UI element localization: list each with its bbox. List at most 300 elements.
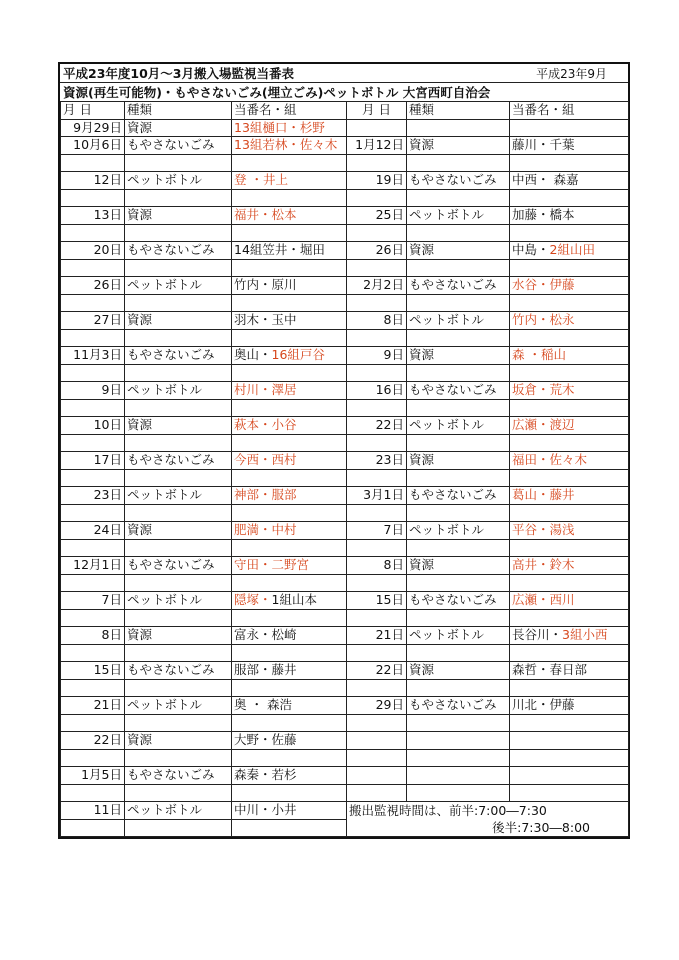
right-date: 21日 (347, 627, 407, 645)
spacer-cell (61, 539, 125, 557)
right-date (347, 767, 407, 785)
title-row (60, 64, 628, 82)
roster-row (61, 172, 629, 190)
right-date: 22日 (347, 662, 407, 680)
roster-row (61, 277, 629, 295)
spacer-row (61, 644, 629, 662)
spacer-cell (407, 784, 510, 802)
left-date: 13日 (61, 207, 125, 225)
spacer-cell (347, 609, 407, 627)
left-type: もやさないごみ (125, 557, 232, 575)
left-type: 資源 (125, 732, 232, 750)
right-date (347, 732, 407, 750)
spacer-cell (347, 784, 407, 802)
spacer-cell (125, 434, 232, 452)
left-duty-part-a: 奥山・ (234, 347, 272, 363)
left-duty: 守田・二野宮 (232, 557, 347, 575)
schedule-note-line1: 搬出監視時間は、前半:7:00―7:30 (347, 802, 629, 820)
left-date: 12日 (61, 172, 125, 190)
right-duty-part-a: 長谷川・ (512, 627, 563, 643)
spacer-cell (125, 714, 232, 732)
roster-row (61, 382, 629, 400)
left-date: 1月5日 (61, 767, 125, 785)
spacer-row (61, 469, 629, 487)
spacer-cell (232, 224, 347, 242)
right-duty (510, 119, 629, 137)
left-date: 12月1日 (61, 557, 125, 575)
right-date: 19日 (347, 172, 407, 190)
spacer-cell (347, 679, 407, 697)
left-date: 11月3日 (61, 347, 125, 365)
spacer-row (61, 504, 629, 522)
right-duty: 藤川・千葉 (510, 137, 629, 155)
spacer-cell (61, 714, 125, 732)
spacer-cell (510, 364, 629, 382)
spacer-cell (407, 259, 510, 277)
spacer-cell (232, 679, 347, 697)
spacer-row (61, 154, 629, 172)
spacer-cell (347, 224, 407, 242)
left-type: もやさないごみ (125, 452, 232, 470)
spacer-cell (407, 504, 510, 522)
right-date: 23日 (347, 452, 407, 470)
left-type: ペットボトル (125, 697, 232, 715)
spacer-cell (510, 294, 629, 312)
spacer-cell (510, 224, 629, 242)
left-duty (232, 347, 347, 365)
col-duty-right: 当番名・組 (510, 102, 629, 120)
spacer-cell (232, 399, 347, 417)
left-type: ペットボトル (125, 277, 232, 295)
spacer-cell (125, 539, 232, 557)
left-date: 23日 (61, 487, 125, 505)
left-date: 17日 (61, 452, 125, 470)
spacer-cell (61, 259, 125, 277)
left-duty: 13組樋口・杉野 (232, 119, 347, 137)
right-type: 資源 (407, 557, 510, 575)
left-duty (232, 592, 347, 610)
spacer-cell (407, 469, 510, 487)
spacer-cell (61, 294, 125, 312)
spacer-row (61, 574, 629, 592)
left-date: 27日 (61, 312, 125, 330)
right-date (347, 119, 407, 137)
right-duty-part-a: 中島・ (512, 242, 550, 258)
spacer-cell (407, 294, 510, 312)
left-type: もやさないごみ (125, 242, 232, 260)
left-date: 22日 (61, 732, 125, 750)
right-type: ペットボトル (407, 207, 510, 225)
left-date: 9月29日 (61, 119, 125, 137)
spacer-row (61, 434, 629, 452)
spacer-cell (347, 399, 407, 417)
spacer-cell (407, 364, 510, 382)
spacer-cell (125, 504, 232, 522)
spacer-cell (232, 364, 347, 382)
right-type: もやさないごみ (407, 487, 510, 505)
col-date-right: 月 日 (347, 102, 407, 120)
right-date: 3月1日 (347, 487, 407, 505)
spacer-cell (125, 224, 232, 242)
spacer-cell (125, 154, 232, 172)
right-date: 8日 (347, 312, 407, 330)
roster-title: 平成23年度10月～3月搬入場監視当番表 (63, 66, 294, 81)
spacer-row (61, 364, 629, 382)
spacer-cell (347, 574, 407, 592)
spacer-cell (125, 259, 232, 277)
spacer-cell (232, 154, 347, 172)
right-date: 15日 (347, 592, 407, 610)
spacer-cell (232, 609, 347, 627)
spacer-cell (232, 259, 347, 277)
left-date: 10日 (61, 417, 125, 435)
spacer-cell (510, 434, 629, 452)
spacer-cell (407, 224, 510, 242)
right-type: もやさないごみ (407, 697, 510, 715)
spacer-cell (510, 749, 629, 767)
right-date: 9日 (347, 347, 407, 365)
right-type: 資源 (407, 137, 510, 155)
roster-row (61, 312, 629, 330)
left-duty: 大野・佐藤 (232, 732, 347, 750)
spacer-cell (347, 749, 407, 767)
spacer-cell (232, 469, 347, 487)
spacer-row (61, 329, 629, 347)
spacer-cell (347, 329, 407, 347)
roster-row (61, 119, 629, 137)
left-duty: 奥 ・ 森浩 (232, 697, 347, 715)
right-duty (510, 732, 629, 750)
left-duty: 今西・西村 (232, 452, 347, 470)
spacer-cell (61, 329, 125, 347)
subtitle-row (60, 82, 628, 101)
col-date-left: 月 日 (61, 102, 125, 120)
spacer-cell (125, 784, 232, 802)
left-date: 10月6日 (61, 137, 125, 155)
left-date: 24日 (61, 522, 125, 540)
left-type: ペットボトル (125, 487, 232, 505)
spacer-cell (510, 399, 629, 417)
left-duty: 富永・松崎 (232, 627, 347, 645)
right-duty: 川北・伊藤 (510, 697, 629, 715)
spacer-cell (347, 189, 407, 207)
spacer-cell (232, 294, 347, 312)
spacer-cell (407, 749, 510, 767)
spacer-cell (347, 154, 407, 172)
left-duty-part-b: 16組戸谷 (271, 347, 325, 363)
right-type: もやさないごみ (407, 382, 510, 400)
left-date: 21日 (61, 697, 125, 715)
spacer-cell (347, 504, 407, 522)
left-duty: 14組笠井・堀田 (232, 242, 347, 260)
spacer-cell (61, 189, 125, 207)
spacer-cell (125, 609, 232, 627)
left-duty: 森秦・若杉 (232, 767, 347, 785)
right-type: ペットボトル (407, 522, 510, 540)
right-type: 資源 (407, 242, 510, 260)
right-date: 16日 (347, 382, 407, 400)
right-duty: 広瀬・渡辺 (510, 417, 629, 435)
spacer-cell (61, 644, 125, 662)
spacer-cell (407, 714, 510, 732)
spacer-cell (61, 224, 125, 242)
right-date: 29日 (347, 697, 407, 715)
spacer-cell (510, 259, 629, 277)
spacer-cell (232, 434, 347, 452)
spacer-cell (125, 819, 232, 837)
right-duty: 平谷・湯浅 (510, 522, 629, 540)
right-duty (510, 767, 629, 785)
schedule-note-line2: 後半:7:30―8:00 (347, 819, 629, 837)
spacer-cell (232, 819, 347, 837)
right-type: 資源 (407, 662, 510, 680)
spacer-cell (407, 399, 510, 417)
spacer-cell (510, 539, 629, 557)
right-type (407, 119, 510, 137)
spacer-row (61, 714, 629, 732)
right-duty: 森哲・春日部 (510, 662, 629, 680)
right-type: ペットボトル (407, 312, 510, 330)
spacer-cell (125, 644, 232, 662)
right-duty-part-b: 3組小西 (562, 627, 608, 643)
spacer-cell (407, 574, 510, 592)
spacer-row (61, 749, 629, 767)
spacer-cell (347, 644, 407, 662)
left-date: 8日 (61, 627, 125, 645)
issue-date: 平成23年9月 (536, 66, 607, 81)
spacer-cell (232, 644, 347, 662)
spacer-cell (125, 469, 232, 487)
spacer-cell (125, 294, 232, 312)
left-type: ペットボトル (125, 382, 232, 400)
right-duty: 森 ・稲山 (510, 347, 629, 365)
spacer-row (61, 224, 629, 242)
spacer-cell (61, 819, 125, 837)
column-header-row (61, 102, 629, 120)
spacer-cell (61, 469, 125, 487)
roster-row (61, 592, 629, 610)
spacer-cell (232, 504, 347, 522)
spacer-cell (510, 644, 629, 662)
right-duty: 坂倉・荒木 (510, 382, 629, 400)
right-duty: 福田・佐々木 (510, 452, 629, 470)
spacer-cell (510, 609, 629, 627)
spacer-cell (510, 329, 629, 347)
roster-row (61, 627, 629, 645)
spacer-row (61, 609, 629, 627)
left-type: もやさないごみ (125, 767, 232, 785)
right-type: もやさないごみ (407, 592, 510, 610)
right-duty: 加藤・橋本 (510, 207, 629, 225)
roster-row (61, 557, 629, 575)
left-duty-part-b: 1組山本 (271, 592, 317, 608)
spacer-row (61, 399, 629, 417)
spacer-cell (347, 714, 407, 732)
roster-row (61, 697, 629, 715)
spacer-cell (232, 539, 347, 557)
right-date: 26日 (347, 242, 407, 260)
spacer-cell (61, 364, 125, 382)
roster-row (61, 522, 629, 540)
spacer-cell (407, 189, 510, 207)
spacer-cell (347, 259, 407, 277)
spacer-cell (232, 574, 347, 592)
left-duty: 萩本・小谷 (232, 417, 347, 435)
spacer-cell (510, 784, 629, 802)
spacer-cell (125, 189, 232, 207)
right-duty: 葛山・藤井 (510, 487, 629, 505)
right-type: ペットボトル (407, 417, 510, 435)
left-type: もやさないごみ (125, 662, 232, 680)
right-duty (510, 242, 629, 260)
left-type: 資源 (125, 522, 232, 540)
spacer-cell (407, 609, 510, 627)
left-type: 資源 (125, 417, 232, 435)
right-duty: 広瀬・西川 (510, 592, 629, 610)
left-duty: 服部・藤井 (232, 662, 347, 680)
roster-table (60, 101, 629, 837)
spacer-row (61, 259, 629, 277)
left-type: 資源 (125, 627, 232, 645)
right-type: もやさないごみ (407, 277, 510, 295)
left-date: 20日 (61, 242, 125, 260)
roster-row (61, 662, 629, 680)
roster-row (61, 452, 629, 470)
right-date: 2月2日 (347, 277, 407, 295)
spacer-cell (61, 504, 125, 522)
spacer-cell (347, 364, 407, 382)
right-type (407, 767, 510, 785)
spacer-cell (510, 679, 629, 697)
spacer-cell (347, 294, 407, 312)
right-duty: 中西・ 森嘉 (510, 172, 629, 190)
spacer-cell (61, 784, 125, 802)
left-type: 資源 (125, 312, 232, 330)
spacer-cell (232, 329, 347, 347)
spacer-cell (347, 469, 407, 487)
left-type: もやさないごみ (125, 137, 232, 155)
right-date: 8日 (347, 557, 407, 575)
left-type: 資源 (125, 207, 232, 225)
spacer-cell (125, 329, 232, 347)
spacer-cell (407, 154, 510, 172)
right-date: 22日 (347, 417, 407, 435)
spacer-cell (407, 329, 510, 347)
spacer-cell (347, 434, 407, 452)
spacer-cell (232, 189, 347, 207)
left-duty: 登 ・井上 (232, 172, 347, 190)
left-duty: 13組若林・佐々木 (232, 137, 347, 155)
spacer-cell (125, 399, 232, 417)
left-duty: 村川・澤居 (232, 382, 347, 400)
right-type (407, 732, 510, 750)
right-date: 7日 (347, 522, 407, 540)
spacer-cell (61, 574, 125, 592)
col-duty-left: 当番名・組 (232, 102, 347, 120)
spacer-cell (232, 714, 347, 732)
spacer-cell (61, 679, 125, 697)
left-duty: 中川・小井 (232, 802, 347, 820)
spacer-row (61, 294, 629, 312)
roster-row (61, 487, 629, 505)
right-duty: 竹内・松永 (510, 312, 629, 330)
left-date: 9日 (61, 382, 125, 400)
left-type: ペットボトル (125, 172, 232, 190)
left-duty: 神部・服部 (232, 487, 347, 505)
spacer-cell (510, 714, 629, 732)
spacer-cell (347, 539, 407, 557)
right-duty (510, 627, 629, 645)
right-duty: 水谷・伊藤 (510, 277, 629, 295)
spacer-cell (61, 434, 125, 452)
right-type: もやさないごみ (407, 172, 510, 190)
left-duty-part-a: 隠塚・ (234, 592, 272, 608)
roster-row (61, 137, 629, 155)
right-type: 資源 (407, 452, 510, 470)
spacer-cell (407, 539, 510, 557)
spacer-row (61, 679, 629, 697)
left-duty: 肥満・中村 (232, 522, 347, 540)
spacer-cell (510, 189, 629, 207)
left-date: 26日 (61, 277, 125, 295)
spacer-cell (125, 364, 232, 382)
spacer-cell (510, 504, 629, 522)
left-duty: 福井・松本 (232, 207, 347, 225)
right-duty-part-b: 2組山田 (549, 242, 595, 258)
spacer-cell (61, 154, 125, 172)
roster-row (61, 207, 629, 225)
spacer-cell (125, 574, 232, 592)
spacer-cell (61, 399, 125, 417)
spacer-row (61, 819, 629, 837)
spacer-row (61, 189, 629, 207)
roster-row (61, 417, 629, 435)
col-type-right: 種類 (407, 102, 510, 120)
spacer-cell (407, 644, 510, 662)
right-type: 資源 (407, 347, 510, 365)
duty-roster-sheet (58, 62, 630, 839)
spacer-cell (510, 154, 629, 172)
spacer-cell (125, 749, 232, 767)
left-duty: 竹内・原川 (232, 277, 347, 295)
roster-subtitle: 資源(再生可能物)・もやさないごみ(埋立ごみ)ペットボトル 大宮西町自治会 (63, 85, 491, 100)
spacer-cell (510, 574, 629, 592)
left-date: 7日 (61, 592, 125, 610)
right-date: 25日 (347, 207, 407, 225)
roster-row (61, 767, 629, 785)
right-type: ペットボトル (407, 627, 510, 645)
left-date: 11日 (61, 802, 125, 820)
spacer-cell (125, 679, 232, 697)
spacer-cell (232, 749, 347, 767)
roster-row (61, 802, 629, 820)
spacer-cell (61, 609, 125, 627)
left-type: もやさないごみ (125, 347, 232, 365)
right-date: 1月12日 (347, 137, 407, 155)
left-duty: 羽木・玉中 (232, 312, 347, 330)
spacer-cell (510, 469, 629, 487)
roster-row (61, 732, 629, 750)
roster-row (61, 242, 629, 260)
spacer-cell (61, 749, 125, 767)
left-type: ペットボトル (125, 592, 232, 610)
left-type: ペットボトル (125, 802, 232, 820)
roster-row (61, 347, 629, 365)
left-date: 15日 (61, 662, 125, 680)
col-type-left: 種類 (125, 102, 232, 120)
right-duty: 高井・鈴木 (510, 557, 629, 575)
spacer-row (61, 539, 629, 557)
